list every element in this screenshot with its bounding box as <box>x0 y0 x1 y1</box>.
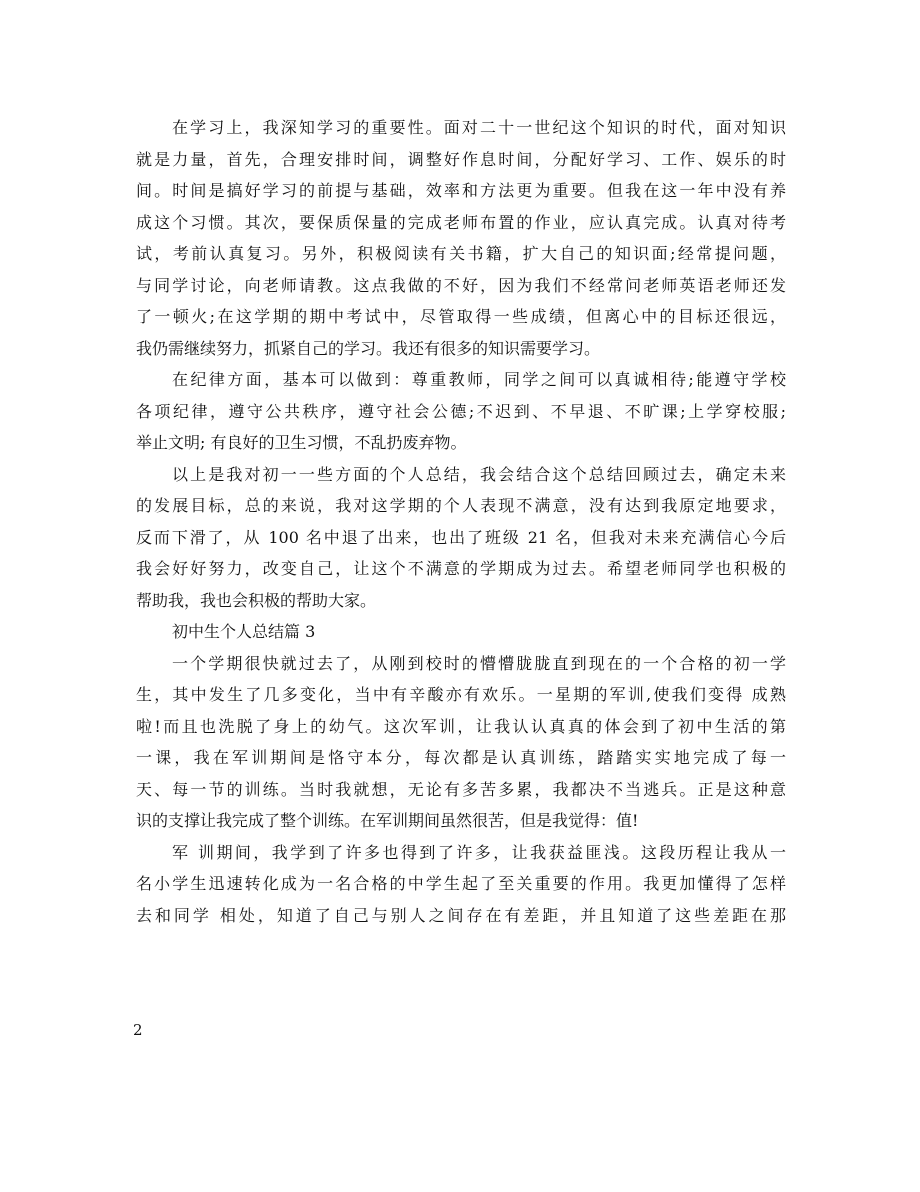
text-line: 我会好好努力，改变自己，让这个不满意的学期成为过去。希望老师同学也积极的 <box>136 559 786 578</box>
text-line: 去和同学 相处，知道了自己与别人之间存在有差距，并且知道了这些差距在那 <box>136 905 786 925</box>
text-line: 举止文明; 有良好的卫生习惯，不乱扔废弃物。 <box>136 433 467 452</box>
text-line: 的发展目标，总的来说，我对这学期的个人表现不满意，没有达到我原定地要求， <box>136 496 786 515</box>
text-line: 以上是我对初一一些方面的个人总结，我会结合这个总结回顾过去，确定未来 <box>172 464 786 484</box>
text-line: 一个学期很快就过去了，从刚到校时的懵懵胧胧直到现在的一个合格的初一学 <box>172 653 786 673</box>
text-line: 生，其中发生了几多变化，当中有辛酸亦有欢乐。一星期的军训,使我们变得 成熟 <box>136 685 786 704</box>
section-heading: 初中生个人总结篇 3 <box>172 622 316 641</box>
text-line: 名小学生迅速转化成为一名合格的中学生起了至关重要的作用。我更加懂得了怎样 <box>136 874 786 893</box>
text-line: 军 训期间，我学到了许多也得到了许多，让我获益匪浅。这段历程让我从一 <box>172 842 786 862</box>
text-line: 帮助我，我也会积极的帮助大家。 <box>136 590 377 610</box>
text-line: 了一顿火;在这学期的期中考试中，尽管取得一些成绩，但离心中的目标还很远， <box>136 307 786 326</box>
text-line: 反而下滑了，从 100 名中退了出来，也出了班级 21 名，但我对未来充满信心今后 <box>136 527 786 547</box>
text-line: 在纪律方面，基本可以做到：尊重教师，同学之间可以真诚相待;能遵守学校 <box>172 370 786 389</box>
text-line: 我仍需继续努力，抓紧自己的学习。我还有很多的知识需要学习。 <box>136 338 601 358</box>
page-number: 2 <box>133 1021 143 1039</box>
text-line: 啦!而且也洗脱了身上的幼气。这次军训，让我认认真真的体会到了初中生活的第 <box>136 716 786 736</box>
text-line: 间。时间是搞好学习的前提与基础，效率和方法更为重要。但我在这一年中没有养 <box>136 181 786 200</box>
text-line: 天、每一节的训练。当时我就想，无论有多苦多累，我都决不当逃兵。正是这种意 <box>136 779 786 799</box>
text-line: 识的支撑让我完成了整个训练。在军训期间虽然很苦，但是我觉得：值! <box>136 811 639 830</box>
document-body <box>136 112 786 931</box>
text-line: 成这个习惯。其次，要保质保量的完成老师布置的作业，应认真完成。认真对待考 <box>136 212 786 232</box>
text-line: 试，考前认真复习。另外，积极阅读有关书籍，扩大自己的知识面;经常提问题， <box>136 244 786 263</box>
text-line: 在学习上，我深知学习的重要性。面对二十一世纪这个知识的时代，面对知识 <box>172 118 786 137</box>
text-line: 就是力量，首先，合理安排时间，调整好作息时间，分配好学习、工作、娱乐的时 <box>136 149 786 169</box>
text-line: 一课，我在军训期间是恪守本分，每次都是认真训练，踏踏实实地完成了每一 <box>136 748 786 767</box>
text-line: 与同学讨论，向老师请教。这点我做的不好，因为我们不经常问老师英语老师还发 <box>136 275 786 295</box>
text-line: 各项纪律，遵守公共秩序，遵守社会公德;不迟到、不早退、不旷课;上学穿校服; <box>136 401 786 421</box>
